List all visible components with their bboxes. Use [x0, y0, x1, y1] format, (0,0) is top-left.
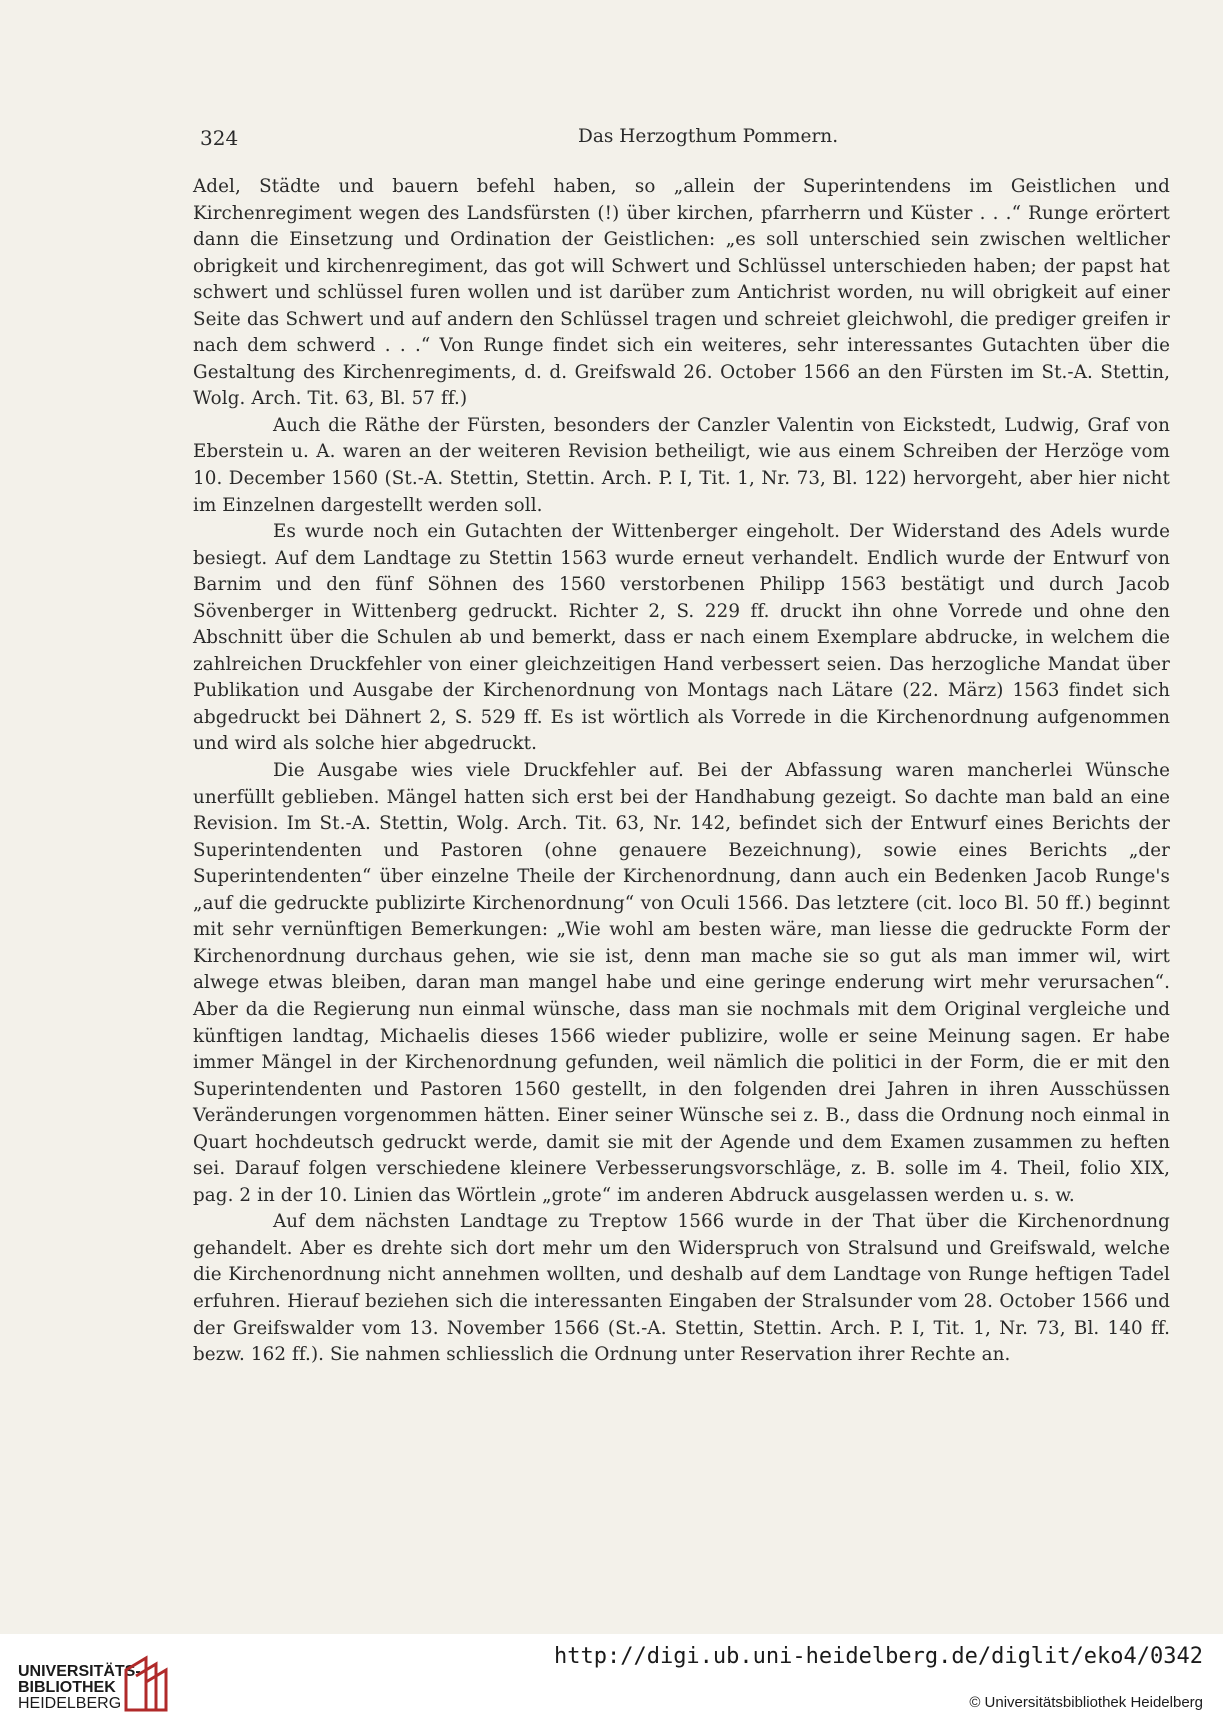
paragraph: Auf dem nächsten Landtage zu Treptow 1566 wurde in der That über die Kirchenordnung gehandelt. Aber es drehte sich dort mehr um den Widerspruch von Stralsund und Greifswald, welche die Kirchenordnung nicht annehmen wollten, und deshalb auf dem Landtage von Runge heftigen Tadel erfuhren. Hierauf beziehen sich die interessanten Eingaben der Stralsunder vom 28. October 1566 und der Greifswalder vom 13. November 1566 (St.-A. Stettin, Stettin. Arch. P. I, Tit. 1, Nr. 73, Bl. 140 ff. bezw. 162 ff.). Sie nahmen schliesslich die Ordnung unter Reservation ihrer Rechte an.	[193, 1211, 1170, 1366]
library-name-line: HEIDELBERG	[18, 1695, 122, 1712]
footer-bar	[0, 1634, 1223, 1731]
permalink-url[interactable]: http://digi.ub.uni-heidelberg.de/diglit/eko4/0342	[553, 1644, 1203, 1669]
copyright-notice: © Universitätsbibliothek Heidelberg	[969, 1694, 1203, 1711]
library-name-line: UNIVERSITÄTS-	[18, 1663, 141, 1680]
running-title: Das Herzogthum Pommern.	[578, 126, 839, 147]
body-text	[193, 174, 1170, 1369]
paragraph: Auch die Räthe der Fürsten, besonders der Canzler Valentin von Eickstedt, Ludwig, Graf von Eberstein u. A. waren an der weiteren Revision betheiligt, wie aus einem Schreiben der Herzöge vom 10. December 1560 (St.-A. Stettin, Stettin. Arch. P. I, Tit. 1, Nr. 73, Bl. 122) hervorgeht, aber hier nicht im Einzelnen dargestellt werden soll.	[193, 414, 1170, 516]
ub-heidelberg-logo-icon	[122, 1654, 172, 1714]
library-name-line: BIBLIOTHEK	[18, 1679, 116, 1696]
paragraph: Adel, Städte und bauern befehl haben, so „allein der Superintendens im Geistlichen und Kirchenregiment wegen des Landsfürsten (!) über kirchen, pfarrherrn und Küster . . .“ Runge erörtert dann die Einsetzung und Ordination der Geistlichen: „es soll unterschied sein zwischen weltlicher obrigkeit und kirchenregiment, das got will Schwert und Schlüssel unterschieden haben; der papst hat schwert und schlüssel furen wollen und ist darüber zum Antichrist worden, nu will obrigkeit auf einer Seite das Schwert und auf andern den Schlüssel tragen und schreiet gleichwohl, die prediger greifen ir nach dem schwerd . . .“ Von Runge findet sich ein weiteres, sehr interessantes Gutachten über die Gestaltung des Kirchenregiments, d. d. Greifswald 26. October 1566 an den Fürsten im St.-A. Stettin, Wolg. Arch. Tit. 63, Bl. 57 ff.)	[193, 176, 1170, 410]
paragraph: Es wurde noch ein Gutachten der Wittenberger eingeholt. Der Widerstand des Adels wurde besiegt. Auf dem Landtage zu Stettin 1563 wurde erneut verhandelt. Endlich wurde der Entwurf von Barnim und den fünf Söhnen des 1560 verstorbenen Philipp 1563 bestätigt und durch Jacob Sövenberger in Wittenberg gedruckt. Richter 2, S. 229 ff. druckt ihn ohne Vorrede und ohne den Abschnitt über die Schulen ab und bemerkt, dass er nach einem Exemplare abdrucke, in welchem die zahlreichen Druckfehler von einer gleichzeitigen Hand verbessert seien. Das herzogliche Mandat über Publikation und Ausgabe der Kirchenordnung von Montags nach Lätare (22. März) 1563 findet sich abgedruckt bei Dähnert 2, S. 529 ff. Es ist wörtlich als Vorrede in die Kirchenordnung aufgenommen und wird als solche hier abgedruckt.	[193, 521, 1170, 755]
paragraph: Die Ausgabe wies viele Druckfehler auf. Bei der Abfassung waren mancherlei Wünsche unerfüllt geblieben. Mängel hatten sich erst bei der Handhabung gezeigt. So dachte man bald an eine Revision. Im St.-A. Stettin, Wolg. Arch. Tit. 63, Nr. 142, befindet sich der Entwurf eines Berichts der Superintendenten und Pastoren (ohne genauere Bezeichnung), sowie eines Berichts „der Superintendenten“ über einzelne Theile der Kirchenordnung, dann auch ein Bedenken Jacob Runge's „auf die gedruckte publizirte Kirchenordnung“ von Oculi 1566. Das letztere (cit. loco Bl. 50 ff.) beginnt mit sehr vernünftigen Bemerkungen: „Wie wohl am besten wäre, man liesse die gedruckte Form der Kirchenordnung durchaus gehen, wie sie ist, denn man mache sie so gut als man immer wil, wirt alwege etwas bleiben, daran man mangel habe und eine geringe enderung wirt mehr verursachen“. Aber da die Regierung nun einmal wünsche, dass man sie nochmals mit dem Original vergleiche und künftigen landtag, Michaelis dieses 1566 wieder publizire, wolle er seine Meinung sagen. Er habe immer Mängel in der Kirchenordnung gefunden, weil nämlich die politici in der Form, die er mit den Superintendenten und Pastoren 1560 gestellt, in den folgenden drei Jahren in ihren Ausschüssen Veränderungen vorgenommen hätten. Einer seiner Wünsche sei z. B., dass die Ordnung noch einmal in Quart hochdeutsch gedruckt werde, damit sie mit der Agende und dem Examen zusammen zu heften sei. Darauf folgen verschiedene kleinere Verbesserungsvorschläge, z. B. solle im 4. Theil, folio XIX, pag. 2 in der 10. Linien das Wörtlein „grote“ im anderen Abdruck ausgelassen werden u. s. w.	[193, 760, 1170, 1206]
page-number: 324	[200, 126, 239, 150]
